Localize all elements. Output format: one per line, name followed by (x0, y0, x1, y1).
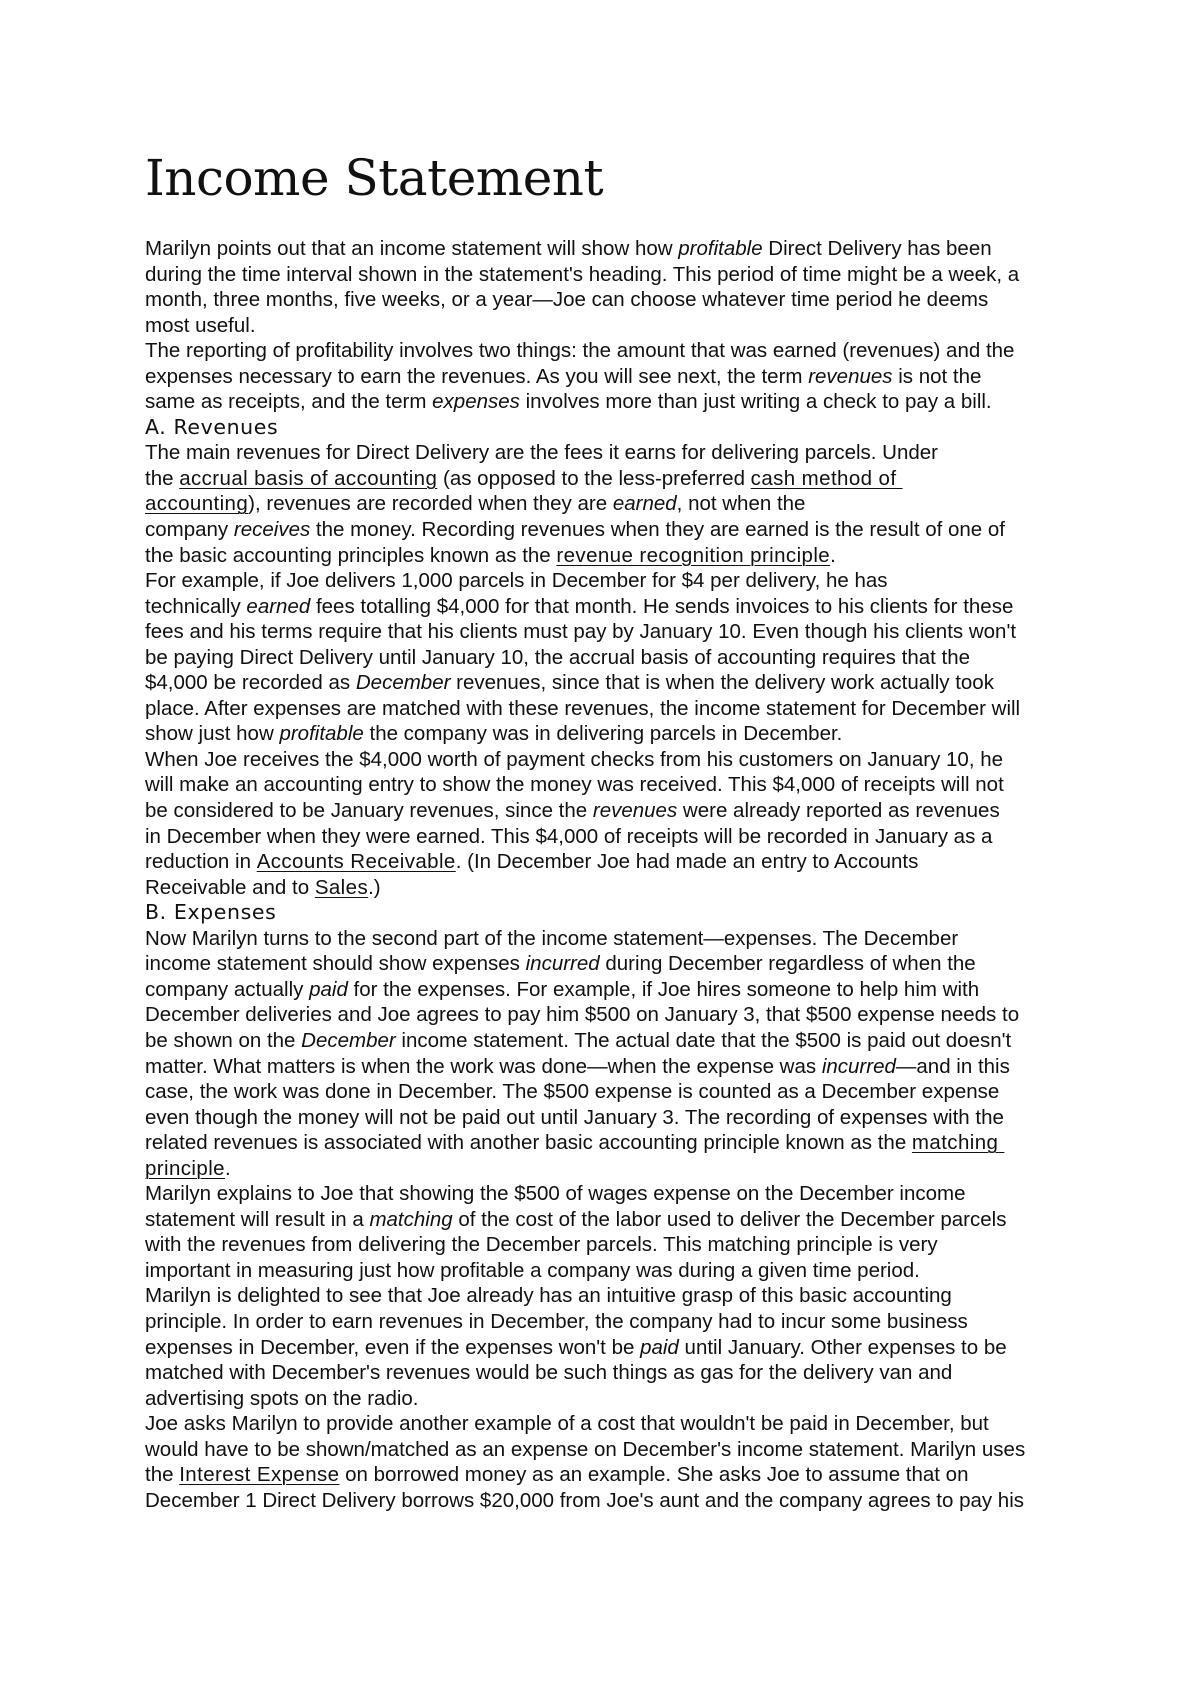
document-body (145, 236, 1065, 1513)
text-span: matched with December's revenues would be such things as gas for the delivery van and (145, 1361, 953, 1385)
text-line (145, 1360, 1065, 1386)
text-span: with the revenues from delivering the December parcels. This matching principle is very (145, 1233, 938, 1257)
text-line (145, 645, 1065, 671)
text-span: . (830, 543, 836, 567)
text-line (145, 543, 1065, 569)
text-line (145, 568, 1065, 594)
emphasis-text: incurred (525, 952, 600, 976)
text-span: case, the work was done in December. The $500 expense is counted as a December expense (145, 1080, 1000, 1104)
text-span: Receivable and to (145, 875, 315, 899)
text-span: , not when the (676, 492, 806, 516)
text-span: involves more than just writing a check to pay a bill. (519, 390, 992, 414)
link-matching-principle-continued[interactable]: principle (145, 1156, 225, 1180)
text-line (145, 1335, 1065, 1361)
section-heading-expenses: B. Expenses (145, 900, 277, 925)
text-span: even though the money will not be paid out until January 3. The recording of expenses with the (145, 1105, 1004, 1129)
text-span: When Joe receives the $4,000 worth of payment checks from his customers on January 10, he (145, 747, 1004, 771)
text-span: were already reported as revenues (677, 799, 1000, 823)
text-line (145, 1437, 1065, 1463)
emphasis-text: profitable (678, 237, 763, 260)
text-span: in December when they were earned. This $4,000 of receipts will be recorded in January as a (145, 824, 993, 848)
text-line (145, 338, 1065, 364)
text-span: be paying Direct Delivery until January 10, the accrual basis of accounting requires that the (145, 645, 971, 669)
text-span: during the time interval shown in the statement's heading. This period of time might be a week, a (145, 262, 1020, 286)
emphasis-text: earned (612, 492, 677, 516)
text-span: December 1 Direct Delivery borrows $20,000 from Joe's aunt and the company agrees to pay his (145, 1488, 1025, 1512)
text-line (145, 875, 1065, 901)
text-span: related revenues is associated with another basic accounting principle known as the (145, 1131, 912, 1155)
text-span: company actually (145, 977, 310, 1001)
text-line (145, 619, 1065, 645)
text-line (145, 926, 1065, 952)
link-revenue-recognition-principle[interactable]: revenue recognition principle (556, 543, 831, 567)
text-span: ), revenues are recorded when they are (248, 492, 613, 516)
text-line (145, 466, 1065, 492)
text-line (145, 824, 1065, 850)
text-span: important in measuring just how profitable a company was during a given time period. (145, 1258, 920, 1282)
text-line (145, 721, 1065, 747)
text-span: will make an accounting entry to show the money was received. This $4,000 of receipts will not (145, 773, 1004, 797)
text-span: the basic accounting principles known as the (145, 543, 557, 567)
emphasis-text: paid (309, 977, 348, 1001)
emphasis-text: incurred (821, 1054, 896, 1078)
text-line (145, 594, 1065, 620)
text-span: The main revenues for Direct Delivery are the fees it earns for delivering parcels. Under (145, 441, 939, 465)
text-line (145, 1028, 1065, 1054)
page-title: Income Statement (145, 149, 604, 207)
text-line (145, 798, 1065, 824)
text-line (145, 1054, 1065, 1080)
text-line (145, 977, 1065, 1003)
text-span: the money. Recording revenues when they are earned is the result of one of (310, 518, 1005, 542)
link-accounts-receivable[interactable]: Accounts Receivable (256, 850, 456, 874)
text-span: —and in this (895, 1054, 1010, 1078)
text-span: For example, if Joe delivers 1,000 parcels in December for $4 per delivery, he has (145, 569, 888, 593)
text-span: reduction in (145, 850, 257, 874)
text-line (145, 262, 1065, 288)
text-span: during December regardless of when the (599, 952, 976, 976)
text-span: the (145, 1463, 180, 1487)
text-span: . (In December Joe had made an entry to Accounts (455, 850, 919, 874)
text-span: advertising spots on the radio. (145, 1386, 419, 1410)
emphasis-text: receives (233, 518, 311, 542)
text-line (145, 287, 1065, 313)
text-span: month, three months, five weeks, or a year—Joe can choose whatever time period he deems (145, 288, 989, 312)
text-line (145, 1411, 1065, 1437)
text-line (145, 1105, 1065, 1131)
text-span: $4,000 be recorded as (145, 671, 356, 695)
emphasis-text: matching (369, 1207, 453, 1231)
text-span: same as receipts, and the term (145, 390, 433, 414)
text-span: on borrowed money as an example. She asks Joe to assume that on (339, 1463, 969, 1487)
text-line (145, 747, 1065, 773)
text-span: Marilyn points out that an income statement will show how (145, 237, 679, 260)
text-span: most useful. (145, 313, 256, 337)
text-line (145, 1207, 1065, 1233)
text-span: the (145, 466, 180, 490)
link-sales[interactable]: Sales (314, 875, 369, 899)
text-line (145, 364, 1065, 390)
text-span: Marilyn explains to Joe that showing the $500 of wages expense on the December income (145, 1182, 966, 1206)
text-span: show just how (145, 722, 280, 746)
text-line (145, 1258, 1065, 1284)
text-span: fees and his terms require that his clients must pay by January 10. Even though his clients won't (145, 620, 1017, 644)
text-span: matter. What matters is when the work was done—when the expense was (145, 1054, 822, 1078)
emphasis-text: profitable (279, 722, 364, 746)
text-line (145, 1156, 1065, 1182)
text-span: .) (368, 875, 381, 899)
text-span: be shown on the (145, 1028, 302, 1052)
text-span: the company was in delivering parcels in December. (363, 722, 843, 746)
text-span: Joe asks Marilyn to provide another example of a cost that wouldn't be paid in December, but (145, 1412, 989, 1436)
text-line (145, 849, 1065, 875)
text-line (145, 1283, 1065, 1309)
text-line (145, 1130, 1065, 1156)
text-line (145, 1079, 1065, 1105)
text-span: place. After expenses are matched with these revenues, the income statement for December will (145, 696, 1021, 720)
text-line (145, 491, 1065, 517)
text-span: statement will result in a (145, 1207, 370, 1231)
emphasis-text: revenues (592, 799, 678, 823)
text-span: technically (145, 594, 247, 618)
text-line (145, 1309, 1065, 1335)
emphasis-text: paid (640, 1335, 679, 1359)
text-span: expenses in December, even if the expenses won't be (145, 1335, 641, 1359)
text-line (145, 517, 1065, 543)
text-span: is not the (892, 364, 982, 388)
text-span: company (145, 518, 234, 542)
text-line (145, 670, 1065, 696)
text-span: principle. In order to earn revenues in December, the company had to incur some business (145, 1309, 968, 1333)
text-line (145, 1181, 1065, 1207)
text-line (145, 772, 1065, 798)
link-interest-expense[interactable]: Interest Expense (179, 1463, 340, 1487)
text-line (145, 951, 1065, 977)
emphasis-text: expenses (432, 390, 520, 414)
text-line (145, 1386, 1065, 1412)
link-cash-method-of-accounting-continued[interactable]: accounting (145, 492, 249, 516)
text-line (145, 440, 1065, 466)
text-span: of the cost of the labor used to deliver the December parcels (452, 1207, 1007, 1231)
text-line (145, 236, 1065, 262)
link-accrual-basis-of-accounting[interactable]: accrual basis of accounting (179, 466, 438, 490)
text-span: . (224, 1156, 231, 1180)
text-span: The reporting of profitability involves two things: the amount that was earned (revenues) and the (145, 339, 1015, 363)
text-span: Marilyn is delighted to see that Joe already has an intuitive grasp of this basic accounting (145, 1284, 952, 1308)
section-heading-revenues: A. Revenues (145, 414, 279, 439)
text-line (145, 1462, 1065, 1488)
text-span: revenues, since that is when the delivery work actually took (450, 671, 994, 695)
emphasis-text: earned (246, 594, 311, 618)
emphasis-text: December (355, 671, 451, 695)
text-span: income statement. The actual date that the $500 is paid out doesn't (395, 1028, 1012, 1052)
text-span: be considered to be January revenues, since the (145, 799, 593, 823)
text-line (145, 313, 1065, 339)
text-span: would have to be shown/matched as an expense on December's income statement. Marilyn uses (145, 1437, 1026, 1461)
emphasis-text: December (301, 1028, 396, 1052)
text-span: for the expenses. For example, if Joe hires someone to help him with (347, 977, 980, 1001)
text-span: Now Marilyn turns to the second part of the income statement—expenses. The December (145, 926, 959, 950)
text-span: (as opposed to the less-preferred (437, 466, 751, 490)
link-matching-principle[interactable]: matching (911, 1131, 1005, 1155)
text-span: December deliveries and Joe agrees to pay him $500 on January 3, that $500 expense needs to (145, 1003, 1020, 1027)
text-line (145, 696, 1065, 722)
text-line (145, 389, 1065, 415)
text-line (145, 1232, 1065, 1258)
emphasis-text: revenues (808, 364, 893, 388)
text-span: income statement should show expenses (145, 952, 526, 976)
text-span: fees totalling $4,000 for that month. He sends invoices to his clients for these (310, 594, 1014, 618)
text-span: Direct Delivery has been (762, 237, 992, 260)
text-line (145, 1488, 1065, 1514)
text-line (145, 1002, 1065, 1028)
text-span: until January. Other expenses to be (678, 1335, 1007, 1359)
text-span: expenses necessary to earn the revenues. As you will see next, the term (145, 364, 809, 388)
link-cash-method-of-accounting[interactable]: cash method of (750, 466, 903, 490)
